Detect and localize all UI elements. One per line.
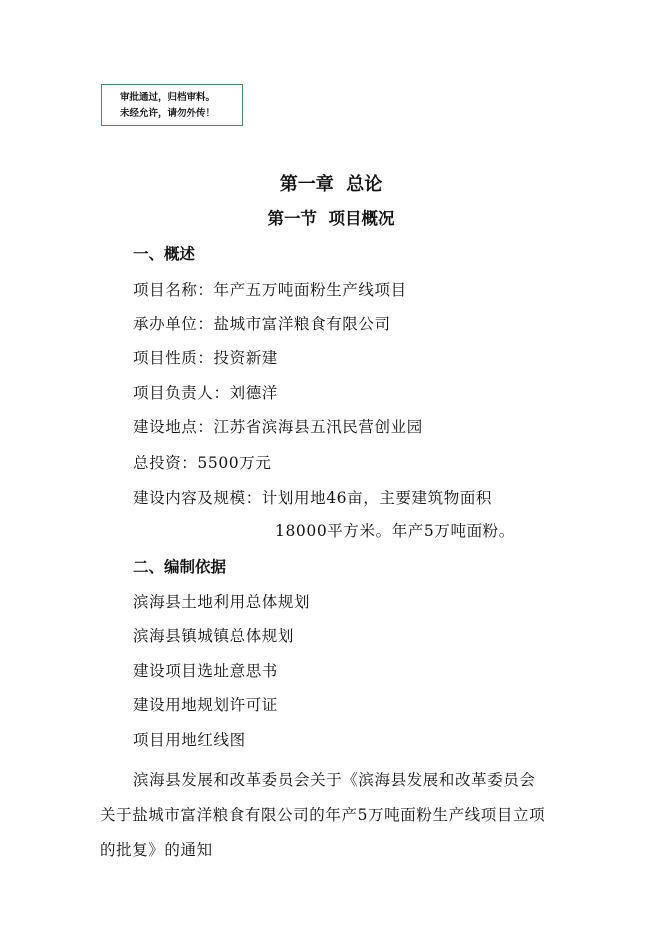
basis-heading: 二、编制依据	[133, 558, 227, 576]
basis-item: 建设用地规划许可证	[133, 696, 278, 714]
project-name-line: 项目名称：年产五万吨面粉生产线项目	[133, 281, 407, 299]
notice-line-2: 未经允许，请勿外传！	[120, 108, 216, 119]
basis-item: 建设项目选址意思书	[133, 662, 278, 680]
approval-notice-box	[101, 84, 243, 126]
section-title: 第一节 项目概况	[267, 209, 395, 228]
overview-heading: 一、概述	[133, 245, 196, 263]
location-line: 建设地点：江苏省滨海县五汛民营创业园	[133, 418, 423, 436]
approval-notice-paragraph: 滨海县发展和改革委员会关于《滨海县发展和改革委员会关于盐城市富洋粮食有限公司的年产5万吨面粉生产线项目立项的批复》的通知	[100, 771, 546, 859]
project-nature-line: 项目性质：投资新建	[133, 349, 278, 367]
basis-item: 滨海县镇城镇总体规划	[133, 627, 295, 645]
basis-item: 项目用地红线图	[133, 731, 246, 749]
scope-continuation-line: 18000平方米。年产5万吨面粉。	[275, 522, 515, 540]
notice-line-1: 审批通过，归档审料。	[120, 92, 216, 103]
project-leader-line: 项目负责人：刘德洋	[133, 384, 278, 402]
chapter-title: 第一章 总论	[279, 174, 383, 195]
scope-line: 建设内容及规模：计划用地46亩，主要建筑物面积	[133, 489, 493, 507]
basis-item: 滨海县土地利用总体规划	[133, 593, 311, 611]
organizer-line: 承办单位：盐城市富洋粮食有限公司	[133, 315, 391, 333]
total-investment-line: 总投资：5500万元	[133, 454, 272, 472]
